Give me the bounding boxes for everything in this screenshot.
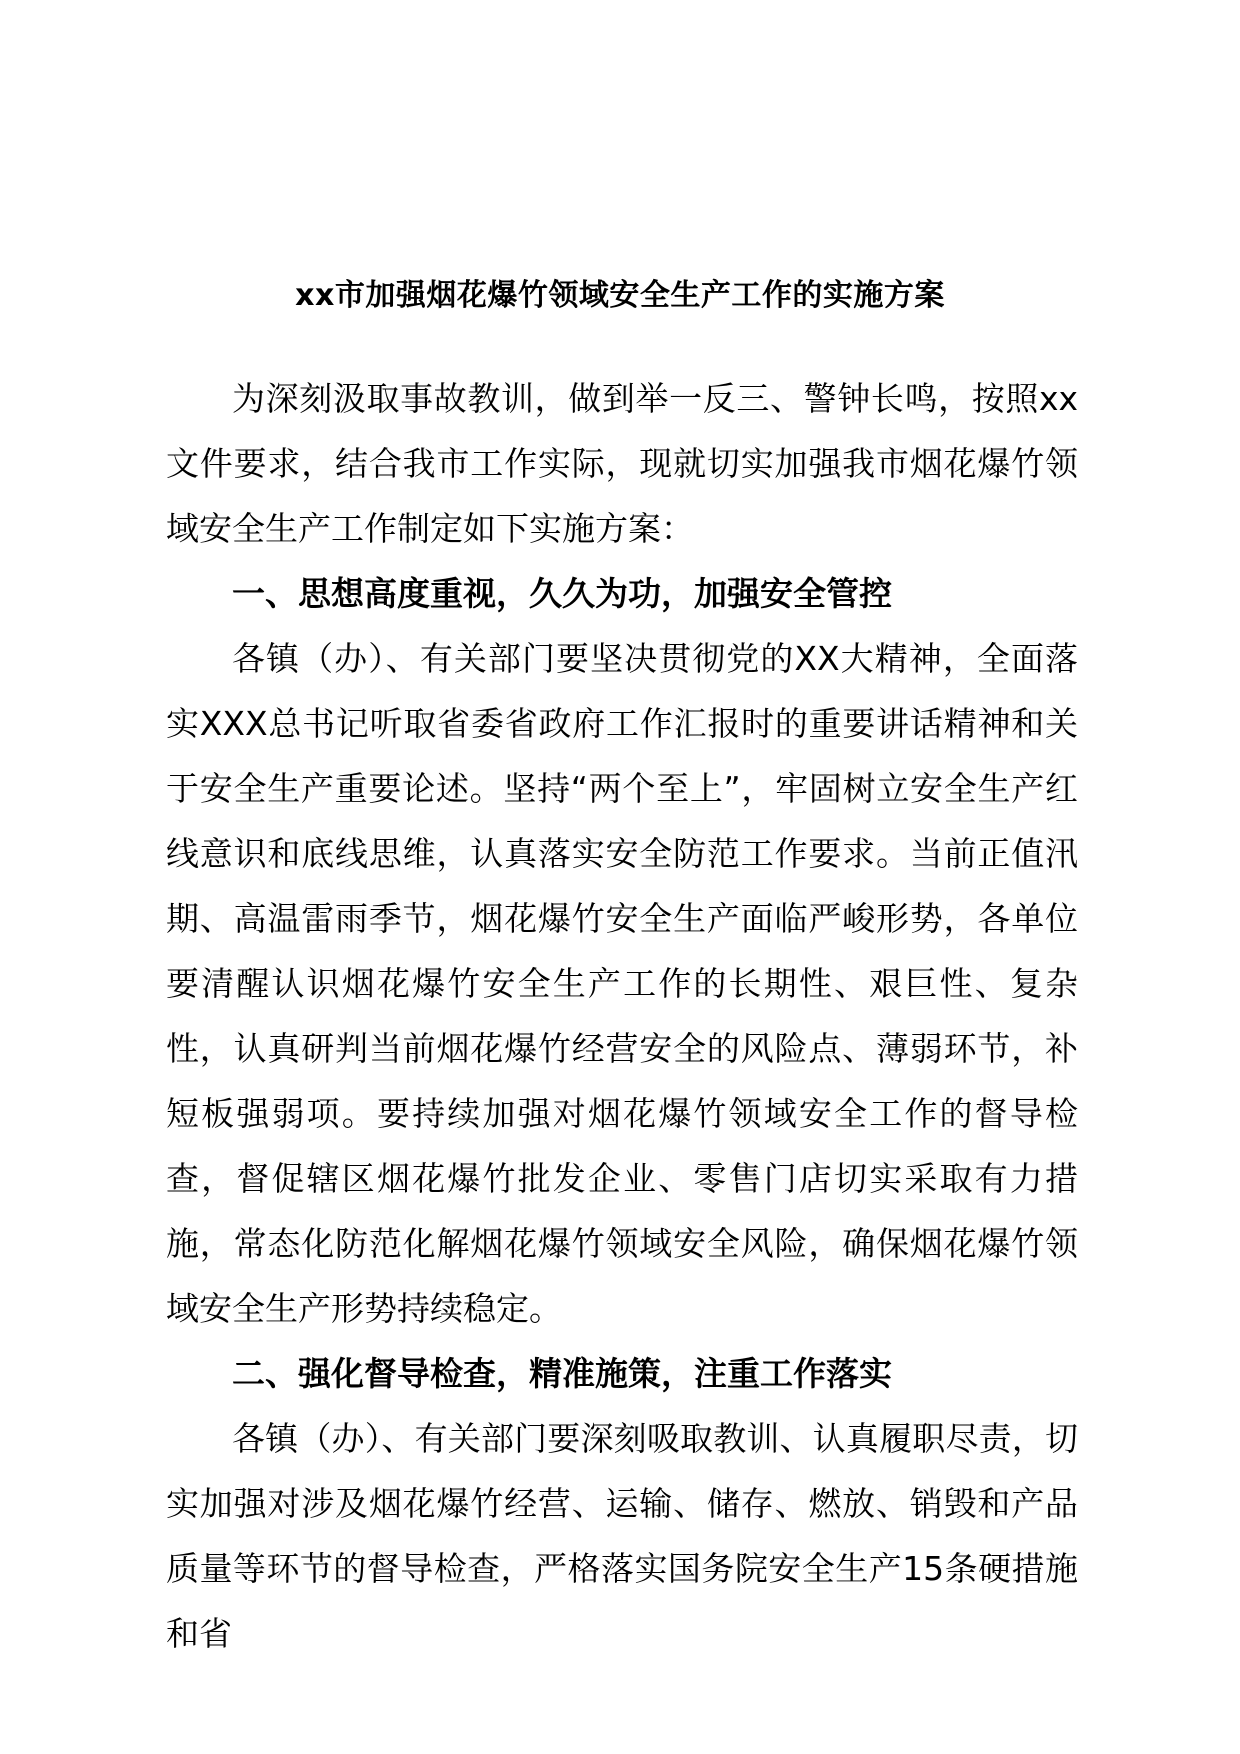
section-heading-2: 二、强化督导检查，精准施策，注重工作落实 [232, 1354, 892, 1393]
document-body [166, 366, 1078, 1666]
section-heading-1: 一、思想高度重视，久久为功，加强安全管控 [232, 574, 892, 613]
document-title: xx市加强烟花爆竹领域安全生产工作的实施方案 [295, 278, 945, 313]
intro-paragraph: 为深刻汲取事故教训，做到举一反三、警钟长鸣，按照xx文件要求，结合我市工作实际，现就切实加强我市烟花爆竹领域安全生产工作制定如下实施方案： [166, 379, 1078, 548]
section-paragraph-1: 各镇（办）、有关部门要坚决贯彻党的XX大精神，全面落实XXX总书记听取省委省政府工作汇报时的重要讲话精神和关于安全生产重要论述。坚持“两个至上”，牢固树立安全生产红线意识和底线思维，认真落实安全防范工作要求。当前正值汛期、高温雷雨季节，烟花爆竹安全生产面临严峻形势，各单位要清醒认识烟花爆竹安全生产工作的长期性、艰巨性、复杂性，认真研判当前烟花爆竹经营安全的风险点、薄弱环节，补短板强弱项。要持续加强对烟花爆竹领域安全工作的督导检查，督促辖区烟花爆竹批发企业、零售门店切实采取有力措施，常态化防范化解烟花爆竹领域安全风险，确保烟花爆竹领域安全生产形势持续稳定。 [166, 639, 1078, 1328]
section-paragraph-2: 各镇（办）、有关部门要深刻吸取教训、认真履职尽责，切实加强对涉及烟花爆竹经营、运输、储存、燃放、销毁和产品质量等环节的督导检查，严格落实国务院安全生产15条硬措施和省 [166, 1419, 1078, 1653]
